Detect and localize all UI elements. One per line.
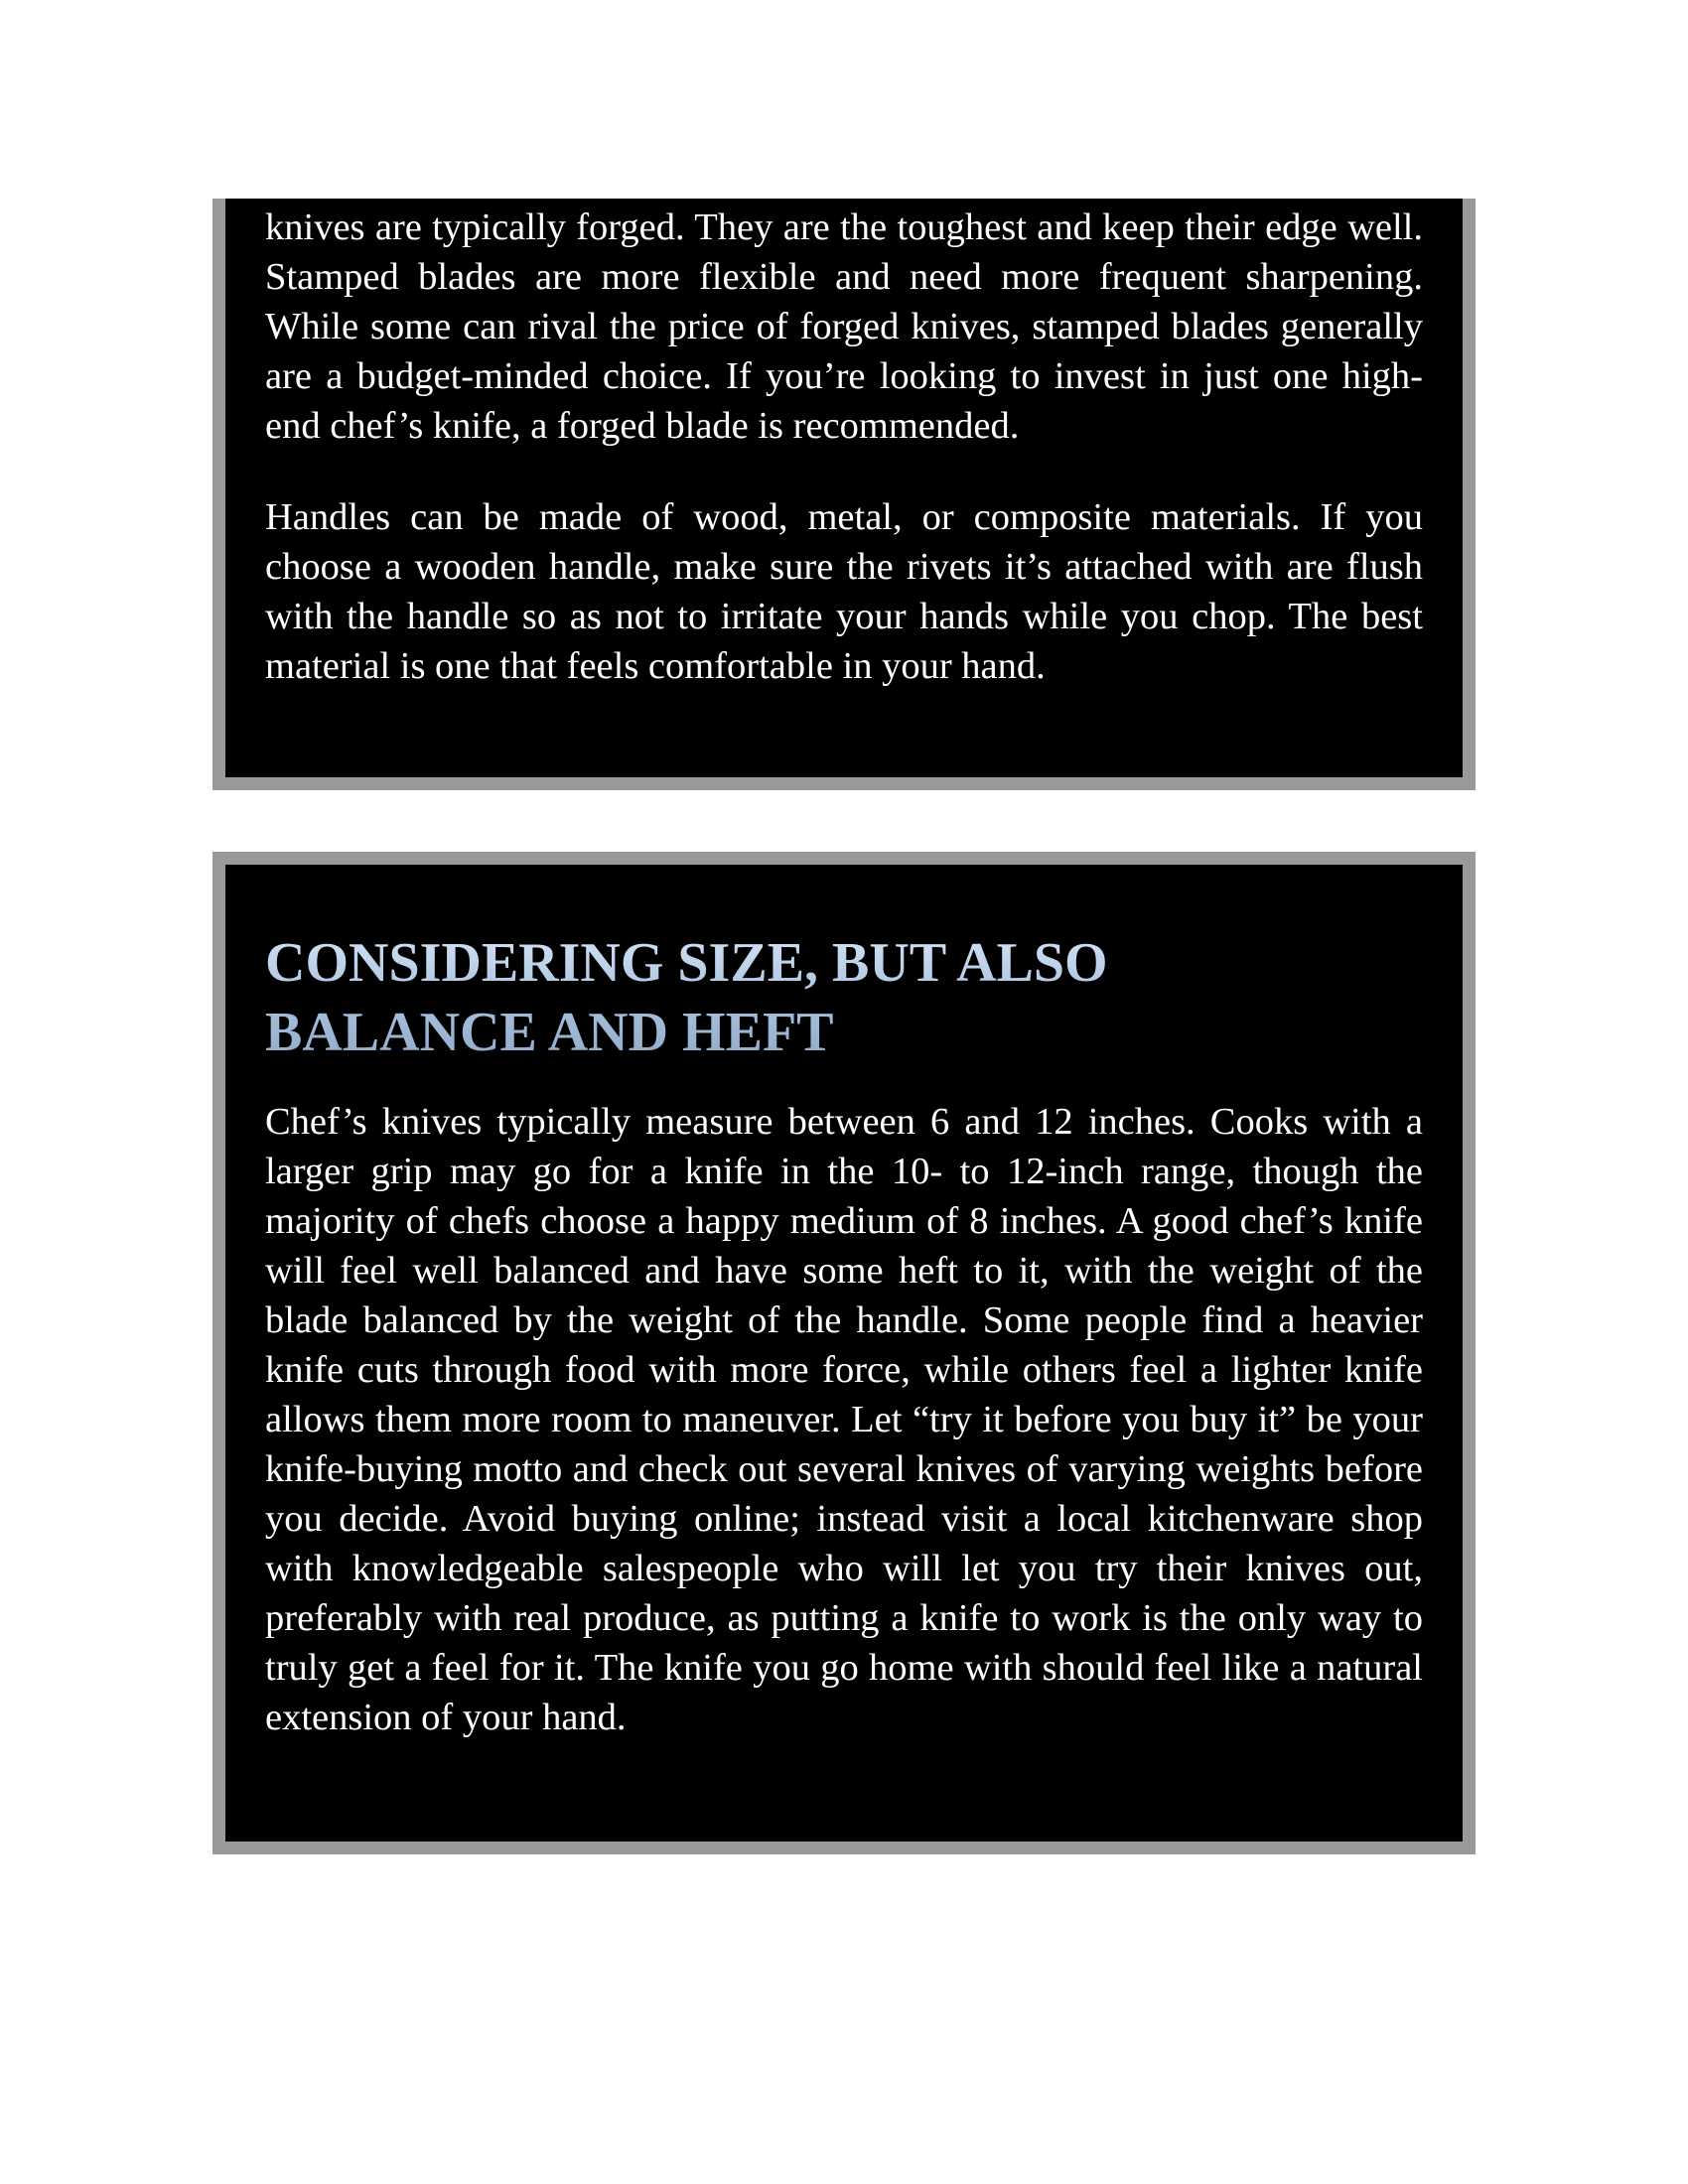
text-panel-knife-materials — [212, 199, 1476, 790]
heading-line-1: CONSIDERING SIZE, BUT ALSO — [265, 932, 1108, 994]
panel-content — [265, 203, 1423, 691]
heading-line-2: BALANCE AND HEFT — [265, 1002, 834, 1063]
paragraph-size-balance: Chef’s knives typically measure between 6 and 12 inches. Cooks with a larger grip may go for a knife in the 10- to 12-inch range, though the majority of chefs choose a happy medium of 8 inches. A good chef’s knife will feel well balanced and have some heft to it, with the weight of the blade balanced by the weight of the handle. Some people find a heavier knife cuts through food with more force, while others feel a lighter knife allows them more room to maneuver. Let “try it before you buy it” be your knife-buying motto and check out several knives of varying weights before you decide. Avoid buying online; instead visit a local kitchenware shop with knowledgeable salespeople who will let you try their knives out, preferably with real produce, as putting a knife to work is the only way to truly get a feel for it. The knife you go home with should feel like a natural extension of your hand. — [265, 1101, 1423, 1738]
section-heading — [265, 928, 1423, 1067]
paragraph-handle-materials: Handles can be made of wood, metal, or composite materials. If you choose a wooden handle, make sure the rivets it’s attached with are flush with the handle so as not to irritate your hands while you chop. The best material is one that feels comfortable in your hand. — [265, 496, 1423, 687]
panel-content — [265, 928, 1423, 1742]
paragraph-forged-vs-stamped: knives are typically forged. They are the toughest and keep their edge well. Stamped blades are more flexible and need more frequent sharpening. While some can rival the price of forged knives, stamped blades generally are a budget-minded choice. If you’re looking to invest in just one high-end chef’s knife, a forged blade is recommended. — [265, 206, 1423, 447]
text-panel-size-balance — [212, 852, 1476, 1854]
